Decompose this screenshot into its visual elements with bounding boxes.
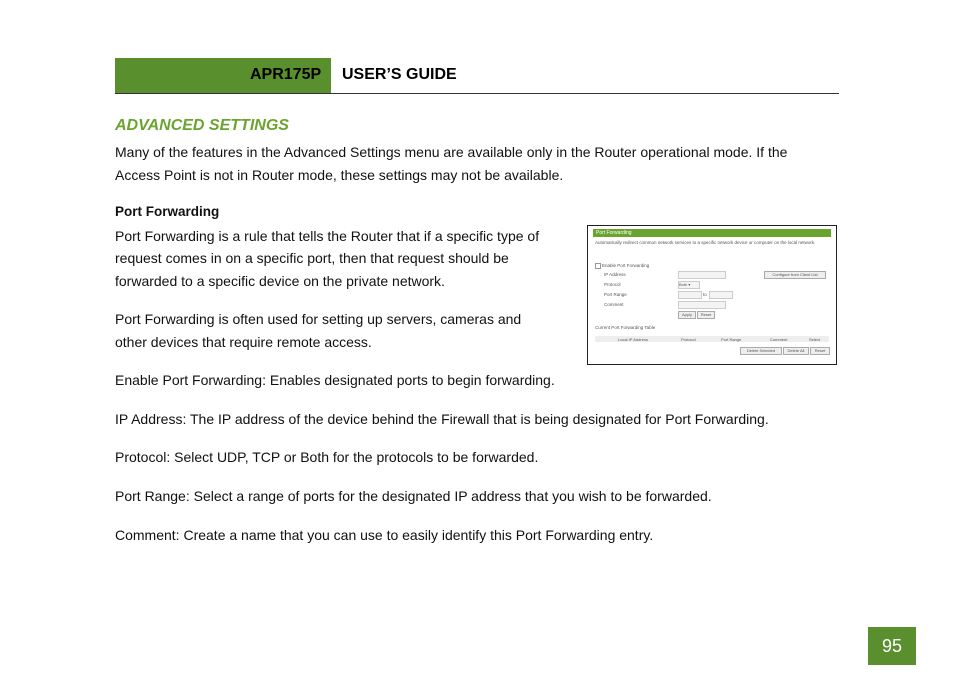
delete-all-button[interactable]: Delete All <box>783 347 809 355</box>
to-label: to <box>703 292 707 297</box>
table-reset-button[interactable]: Reset <box>810 347 830 355</box>
ip-label: IP Address <box>604 272 626 277</box>
header-rule <box>115 93 839 94</box>
screenshot-title: Port Forwarding <box>593 229 831 237</box>
comment-input[interactable] <box>678 301 726 309</box>
reset-button[interactable]: Reset <box>697 311 715 319</box>
col-protocol: Protocol <box>681 337 696 342</box>
intro-line-2: Access Point is not in Router mode, these settings may not be available. <box>115 167 564 183</box>
pf-use-line-2: other devices that require remote access. <box>115 334 372 350</box>
enable-checkbox[interactable] <box>595 263 601 269</box>
def-port-range: Port Range: Select a range of ports for the designated IP address that you wish to be forwarded. <box>115 488 712 504</box>
port-range-label: Port Range <box>604 292 627 297</box>
intro-line-1: Many of the features in the Advanced Settings menu are available only in the Router operational mode. If the <box>115 144 788 160</box>
client-list-button[interactable]: Configure from Client List <box>764 271 826 279</box>
col-port-range: Port Range <box>721 337 742 342</box>
pf-desc-line-3: forwarded to a specific device on the private network. <box>115 273 445 289</box>
screenshot-desc: Automatically redirect common network services to a specific network device or computer on the local network. <box>595 240 816 245</box>
page-number: 95 <box>868 627 916 665</box>
comment-label: Comment <box>604 302 624 307</box>
port-end-input[interactable] <box>709 291 733 299</box>
col-select: Select <box>809 337 821 342</box>
protocol-select[interactable]: Both ▾ <box>678 281 700 289</box>
port-start-input[interactable] <box>678 291 702 299</box>
protocol-label: Protocol <box>604 282 621 287</box>
pf-desc-line-2: request comes in on a specific port, then that request should be <box>115 250 509 266</box>
def-comment: Comment: Create a name that you can use to easily identify this Port Forwarding entry. <box>115 527 654 543</box>
protocol-value: Both <box>679 282 688 287</box>
model-name: APR175P <box>250 66 322 83</box>
def-ip-address: IP Address: The IP address of the device behind the Firewall that is being designated for Port Forwarding. <box>115 411 769 427</box>
delete-selected-button[interactable]: Delete Selected <box>740 347 782 355</box>
apply-button[interactable]: Apply <box>678 311 696 319</box>
enable-label: Enable Port Forwarding <box>602 263 650 268</box>
guide-title: USER’S GUIDE <box>342 66 457 83</box>
def-enable: Enable Port Forwarding: Enables designated ports to begin forwarding. <box>115 372 555 388</box>
ip-input[interactable] <box>678 271 726 279</box>
col-comment: Comment <box>770 337 788 342</box>
pf-desc-line-1: Port Forwarding is a rule that tells the Router that if a specific type of <box>115 228 540 244</box>
port-forwarding-screenshot <box>587 225 837 365</box>
def-protocol: Protocol: Select UDP, TCP or Both for the protocols to be forwarded. <box>115 449 539 465</box>
col-ip: Local IP Address <box>618 337 648 342</box>
subhead-port-forwarding: Port Forwarding <box>115 204 220 219</box>
table-title: Current Port Forwarding Table <box>595 325 656 330</box>
section-title: ADVANCED SETTINGS <box>115 117 289 134</box>
pf-use-line-1: Port Forwarding is often used for setting up servers, cameras and <box>115 311 522 327</box>
